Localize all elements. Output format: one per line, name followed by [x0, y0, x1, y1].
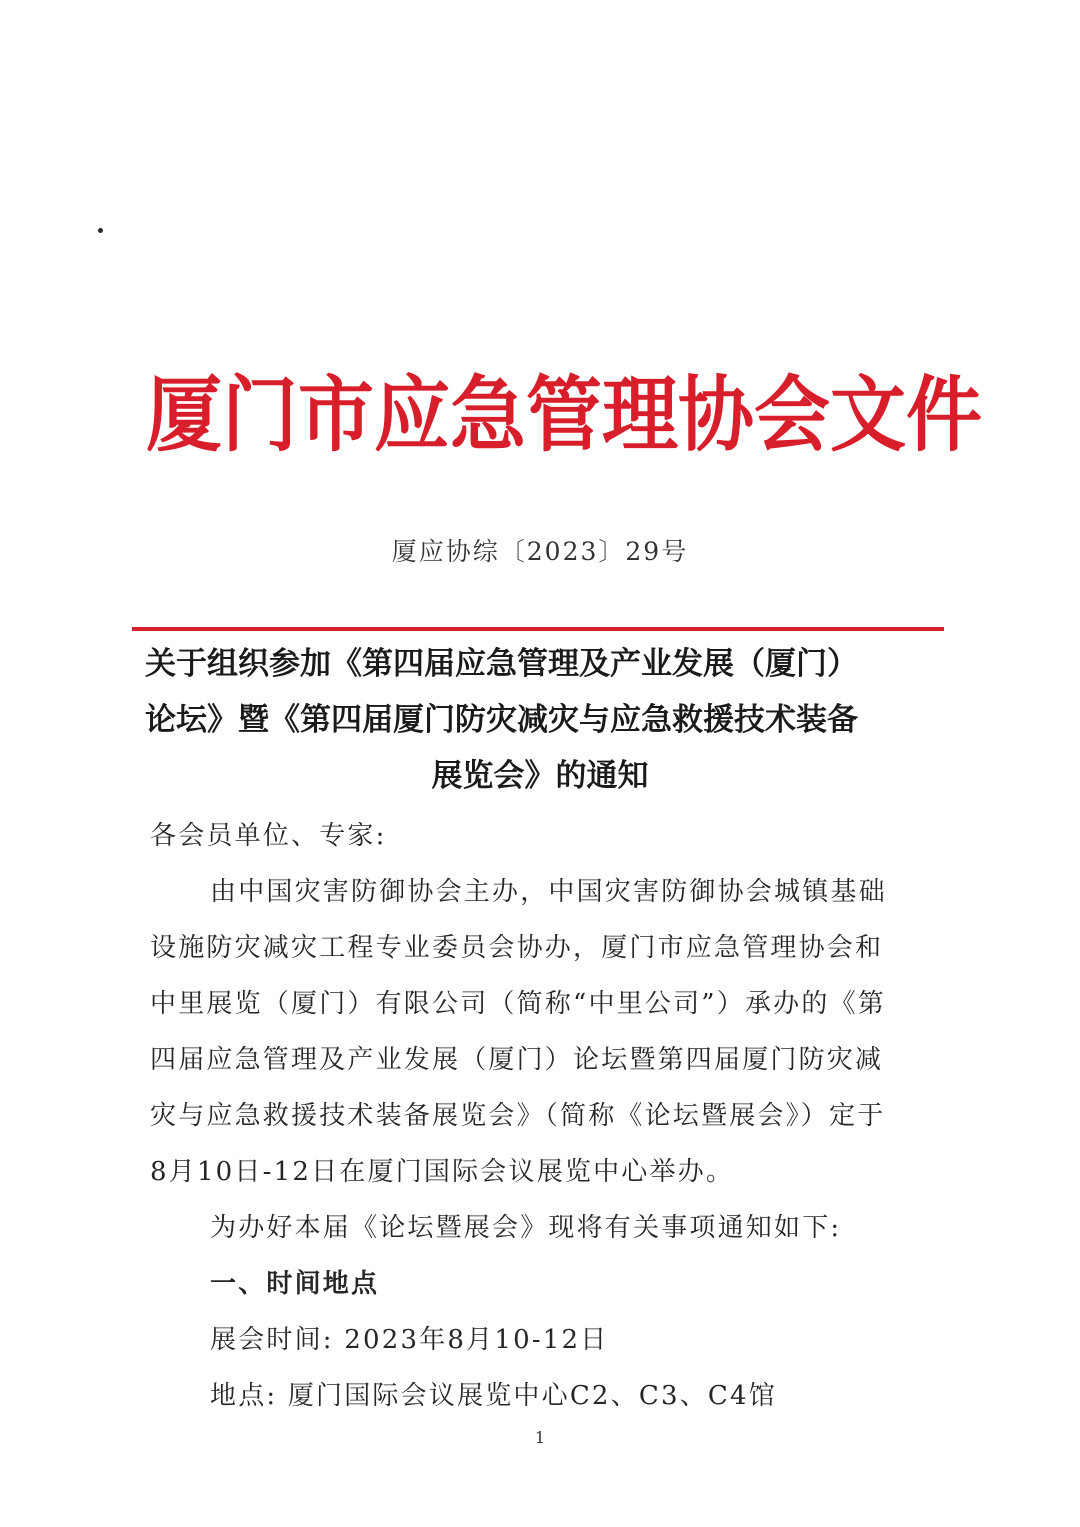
- paragraph-1-line-1: 由中国灾害防御协会主办，中国灾害防御协会城镇基础: [210, 877, 887, 907]
- scan-speck: [97, 227, 104, 234]
- notice-title: [145, 636, 935, 804]
- exhibition-time: 展会时间: 2023年8月10-12日: [210, 1325, 609, 1355]
- document-header-title: 厦门市应急管理协会文件: [146, 366, 982, 463]
- salutation: 各会员单位、专家:: [150, 821, 387, 851]
- document-number: 厦应协综〔2023〕29号: [391, 537, 689, 566]
- red-divider-line: [132, 627, 944, 631]
- paragraph-1-line-4: 四届应急管理及产业发展（厦门）论坛暨第四届厦门防灾减: [150, 1045, 884, 1075]
- notice-title-line-3: 展览会》的通知: [431, 758, 649, 794]
- paragraph-2: 为办好本届《论坛暨展会》现将有关事项通知如下:: [210, 1213, 842, 1243]
- exhibition-location: 地点: 厦门国际会议展览中心C2、C3、C4馆: [210, 1381, 777, 1411]
- notice-title-line-2: 论坛》暨《第四届厦门防灾减灾与应急救援技术装备: [145, 702, 858, 738]
- paragraph-1-line-5: 灾与应急救援技术装备展览会》（简称《论坛暨展会》）定于: [150, 1101, 886, 1131]
- notice-title-line-1: 关于组织参加《第四届应急管理及产业发展（厦门）: [145, 646, 858, 682]
- paragraph-1-line-3: 中里展览（厦门）有限公司（简称“中里公司”）承办的《第: [150, 989, 886, 1019]
- section-1-heading: 一、时间地点: [210, 1269, 380, 1299]
- paragraph-1-line-2: 设施防灾减灾工程专业委员会协办，厦门市应急管理协会和: [150, 933, 884, 963]
- page-number: 1: [534, 1428, 546, 1447]
- notice-body: [150, 808, 920, 1424]
- paragraph-1-line-6: 8月10日-12日在厦门国际会议展览中心举办。: [150, 1157, 735, 1187]
